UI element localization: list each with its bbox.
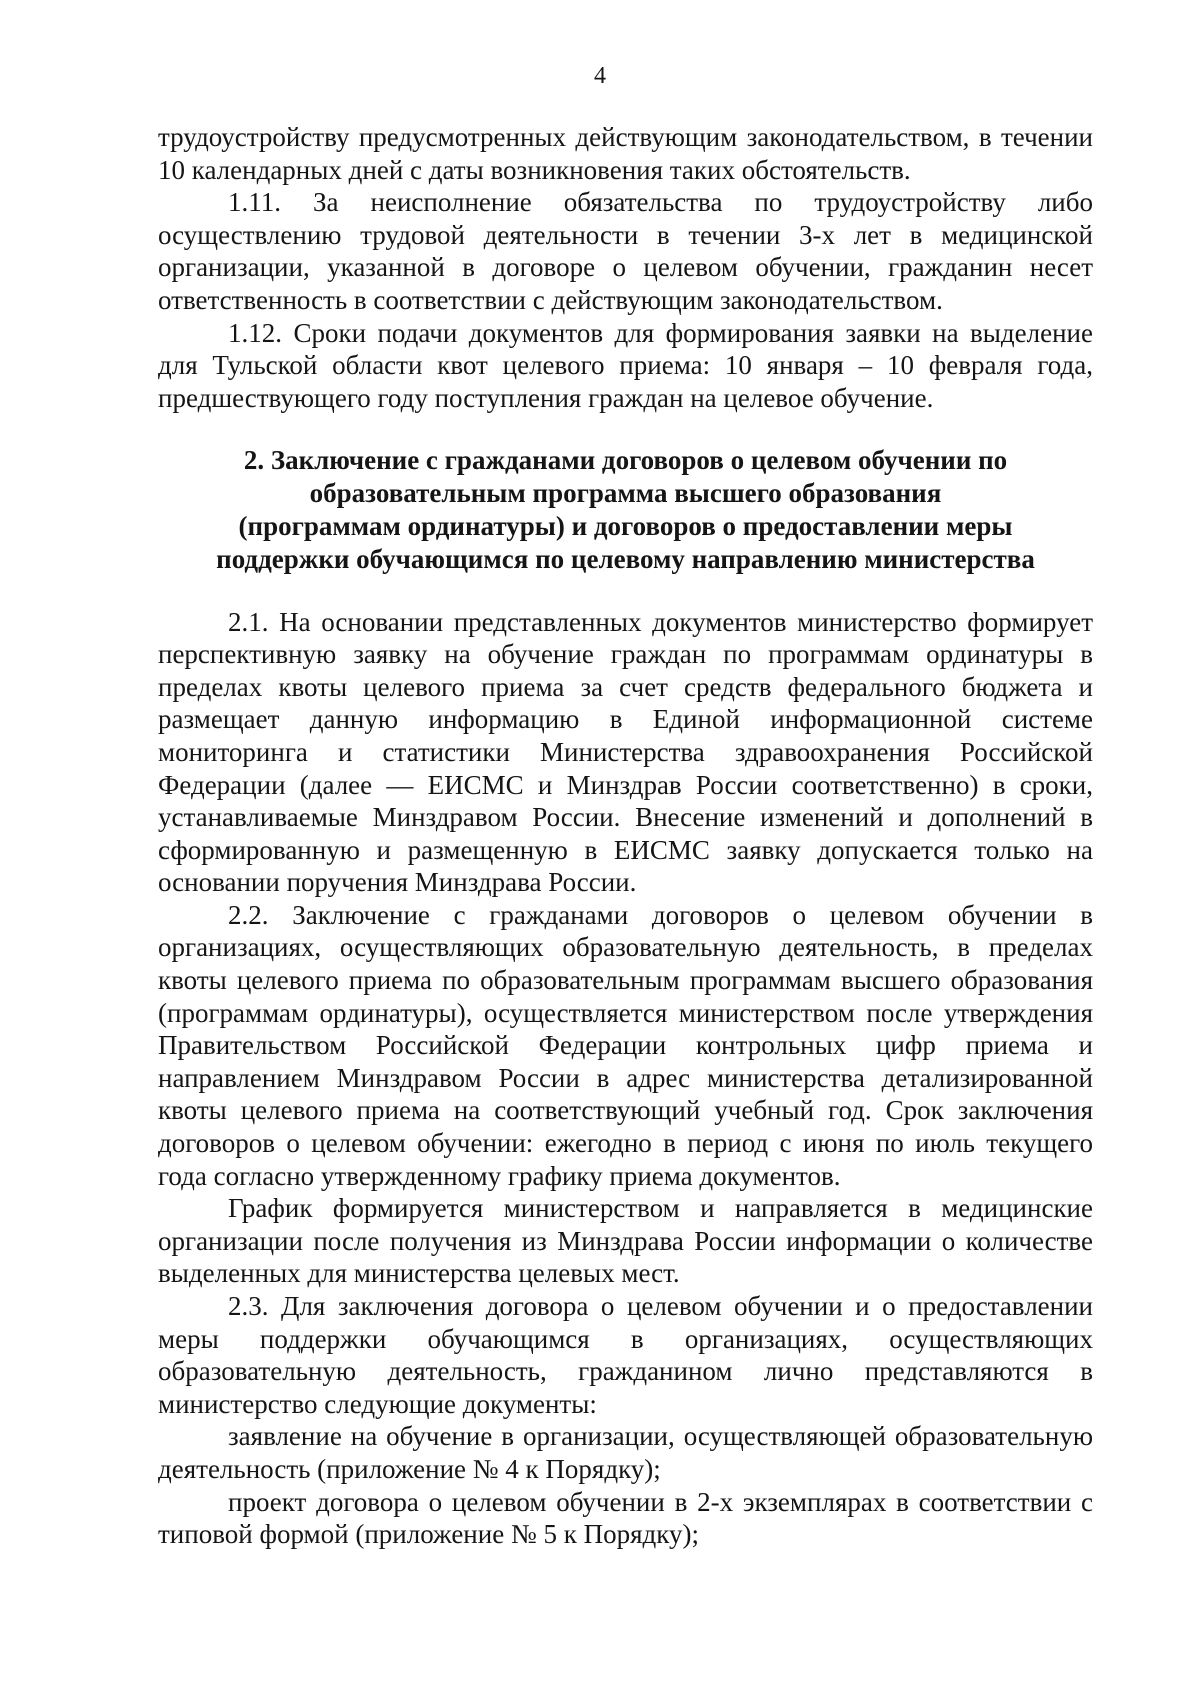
paragraph-continuation: трудоустройству предусмотренных действующим законодательством, в течении 10 календарных дней с даты возникновения таких обстоятельств. [158, 122, 1093, 185]
section-heading-line: (программам ординатуры) и договоров о предоставлении меры [238, 510, 1013, 541]
paragraph-schedule: График формируется министерством и направляется в медицинские организации после получения из Минздрава России информации о количестве выделенных для министерства целевых мест. [158, 1193, 1093, 1289]
list-item-contract-draft: проект договора о целевом обучении в 2-х экземплярах в соответствии с типовой формой (приложение № 5 к Порядку); [158, 1486, 1093, 1550]
page-number: 4 [594, 63, 606, 89]
section-heading-line: 2. Заключение с гражданами договоров о целевом обучении по [243, 445, 1008, 476]
paragraph-1-12: 1.12. Сроки подачи документов для формирования заявки на выделение для Тульской области квот целевого приема: 10 января – 10 февраля года, предшествующего году поступления граждан на целевое обучение. [158, 317, 1093, 413]
section-heading-line: поддержки обучающимся по целевому направлению министерства [216, 543, 1035, 574]
section-heading-line: образовательным программа высшего образования [309, 478, 942, 509]
paragraph-2-1: 2.1. На основании представленных документов министерство формирует перспективную заявку на обучение граждан по программам ординатуры в пределах квоты целевого приема за счет средств федерального бюджета и размещает данную информацию в Единой информационной системе мониторинга и статистики Министерства здравоохранения Российской Федерации (далее — ЕИСМС и Минздрав России соответственно) в сроки, устанавливаемые Минздравом России. Внесение изменений и дополнений в сформированную и размещенную в ЕИСМС заявку допускается только на основании поручения Минздрава России. [158, 606, 1093, 898]
list-item-application: заявление на обучение в организации, осуществляющей образовательную деятельность (приложение № 4 к Порядку); [158, 1421, 1093, 1484]
paragraph-2-2: 2.2. Заключение с гражданами договоров о целевом обучении в организациях, осуществляющих образовательную деятельность, в пределах квоты целевого приема по образовательным программам высшего образования (программам ординатуры), осуществляется министерством после утверждения Правительством Российской Федерации контрольных цифр приема и направлением Минздравом России в адрес министерства детализированной квоты целевого приема на соответствующий учебный год. Срок заключения договоров о целевом обучении: ежегодно в период с июня по июль текущего года согласно утвержденному графику приема документов. [158, 899, 1093, 1191]
section-heading [158, 444, 1093, 575]
paragraph-1-11: 1.11. За неисполнение обязательства по трудоустройству либо осуществлению трудовой деятельности в течении 3-х лет в медицинской организации, указанной в договоре о целевом обучении, гражданин несет ответственность в соответствии с действующим законодательством. [158, 187, 1093, 315]
paragraph-2-3: 2.3. Для заключения договора о целевом обучении и о предоставлении меры поддержки обучающимся в организациях, осуществляющих образовательную деятельность, гражданином лично представляются в министерство следующие документы: [158, 1291, 1093, 1419]
document-body [158, 121, 1093, 1551]
